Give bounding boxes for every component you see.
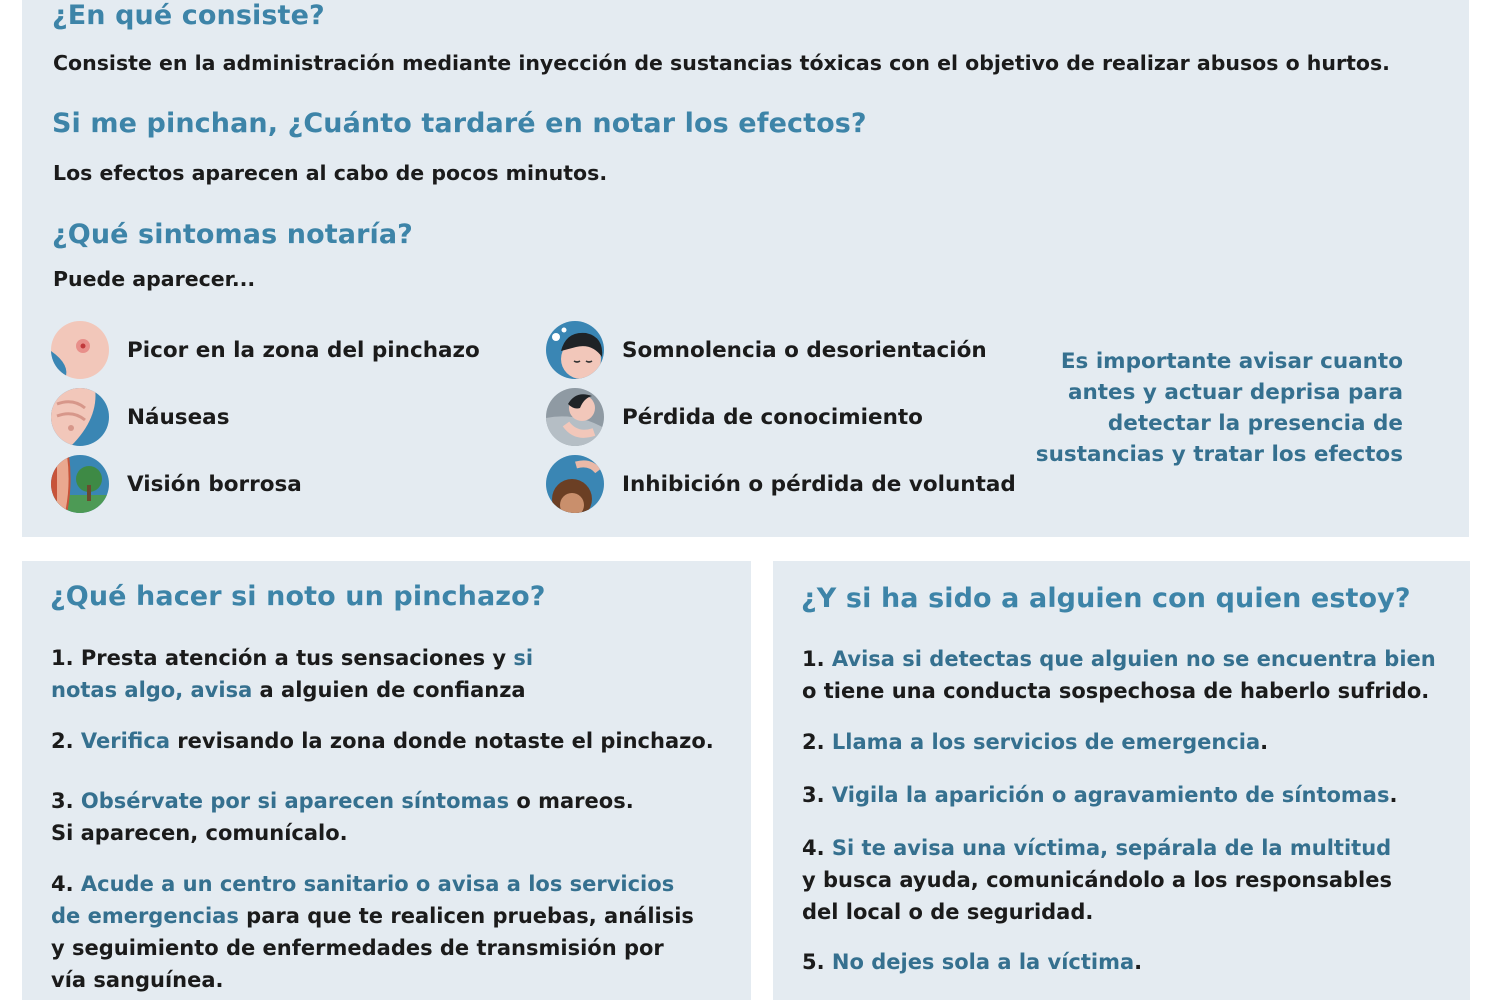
step-highlight: Vigila la aparición o agravamiento de síntomas <box>831 783 1390 807</box>
step-item <box>51 868 701 996</box>
step-highlight: Obsérvate por si aparecen síntomas <box>80 789 510 813</box>
symptom-label: Picor en la zona del pinchazo <box>127 337 480 363</box>
itchy-skin-icon <box>51 321 109 379</box>
step-number: 4. <box>802 836 825 860</box>
step-highlight: si notas algo, avisa <box>51 646 534 702</box>
step-highlight: Llama a los servicios de emergencia <box>831 730 1261 754</box>
step-text: para que te realicen pruebas, análisis y seguimiento de enfermedades de transmisión por vía sanguínea. <box>51 904 694 992</box>
heading-what-to-do: ¿Qué hacer si noto un pinchazo? <box>50 581 546 612</box>
step-text: o mareos. <box>509 789 634 813</box>
drowsiness-icon <box>546 321 604 379</box>
step-number: 2. <box>51 729 74 753</box>
heading-time-to-effects: Si me pinchan, ¿Cuánto tardaré en notar los efectos? <box>52 108 867 139</box>
step-item <box>802 946 1452 978</box>
heading-what-is-it: ¿En qué consiste? <box>52 0 325 31</box>
step-item <box>802 779 1452 811</box>
symptom-label: Visión borrosa <box>127 471 302 497</box>
symptom-item <box>51 319 480 381</box>
step-item <box>802 726 1452 758</box>
heading-someone-else: ¿Y si ha sido a alguien con quien estoy? <box>801 583 1411 614</box>
symptom-item <box>51 386 230 448</box>
step-text: revisando la zona donde notaste el pinchazo. <box>170 729 714 753</box>
step-text: o tiene una conducta sospechosa de haberlo sufrido. <box>802 679 1430 703</box>
time-to-effects-text: Los efectos aparecen al cabo de pocos minutos. <box>53 161 608 185</box>
step-item <box>51 725 741 757</box>
step-item <box>51 642 551 706</box>
step-text: Si aparecen, comunícalo. <box>51 821 348 845</box>
nausea-hands-icon <box>51 388 109 446</box>
symptom-item <box>546 453 1016 515</box>
step-text: . <box>1134 950 1143 974</box>
step-text: y busca ayuda, comunicándolo a los responsables del local o de seguridad. <box>802 868 1392 924</box>
step-number: 2. <box>802 730 825 754</box>
step-text: Presta atención a tus sensaciones y <box>73 646 514 670</box>
symptom-item <box>546 386 923 448</box>
step-highlight: Si te avisa una víctima, sepárala de la multitud <box>831 836 1392 860</box>
heading-symptoms: ¿Qué sintomas notaría? <box>52 219 413 250</box>
symptom-label: Somnolencia o desorientación <box>622 337 987 363</box>
step-item <box>51 785 741 849</box>
info-panel <box>22 0 1469 537</box>
step-number: 5. <box>802 950 825 974</box>
step-text: . <box>1389 783 1398 807</box>
definition-text: Consiste en la administración mediante inyección de sustancias tóxicas con el objetivo de realizar abusos o hurtos. <box>53 51 1390 75</box>
step-highlight: Verifica <box>80 729 170 753</box>
important-note: Es importante avisar cuanto antes y actuar deprisa para detectar la presencia de sustancias y tratar los efectos <box>1035 349 1403 467</box>
self-action-panel <box>22 561 751 1000</box>
step-number: 1. <box>51 646 74 670</box>
step-number: 3. <box>802 783 825 807</box>
companion-action-panel <box>773 561 1470 1000</box>
symptom-item <box>546 319 987 381</box>
loss-of-will-icon <box>546 455 604 513</box>
step-text: a alguien de confianza <box>252 678 526 702</box>
step-item <box>802 643 1452 707</box>
symptom-label: Inhibición o pérdida de voluntad <box>622 471 1016 497</box>
step-highlight: No dejes sola a la víctima <box>831 950 1135 974</box>
symptoms-intro: Puede aparecer... <box>53 267 256 291</box>
step-highlight: Avisa si detectas que alguien no se encuentra bien <box>831 647 1436 671</box>
step-highlight: Acude a un centro sanitario o avisa a los servicios de emergencias <box>51 872 675 928</box>
step-text: . <box>1260 730 1269 754</box>
step-number: 4. <box>51 872 74 896</box>
blurred-vision-icon <box>51 455 109 513</box>
unconscious-icon <box>546 388 604 446</box>
symptom-label: Náuseas <box>127 404 230 430</box>
step-item <box>802 832 1422 928</box>
step-number: 3. <box>51 789 74 813</box>
symptom-item <box>51 453 302 515</box>
step-number: 1. <box>802 647 825 671</box>
symptom-label: Pérdida de conocimiento <box>622 404 923 430</box>
